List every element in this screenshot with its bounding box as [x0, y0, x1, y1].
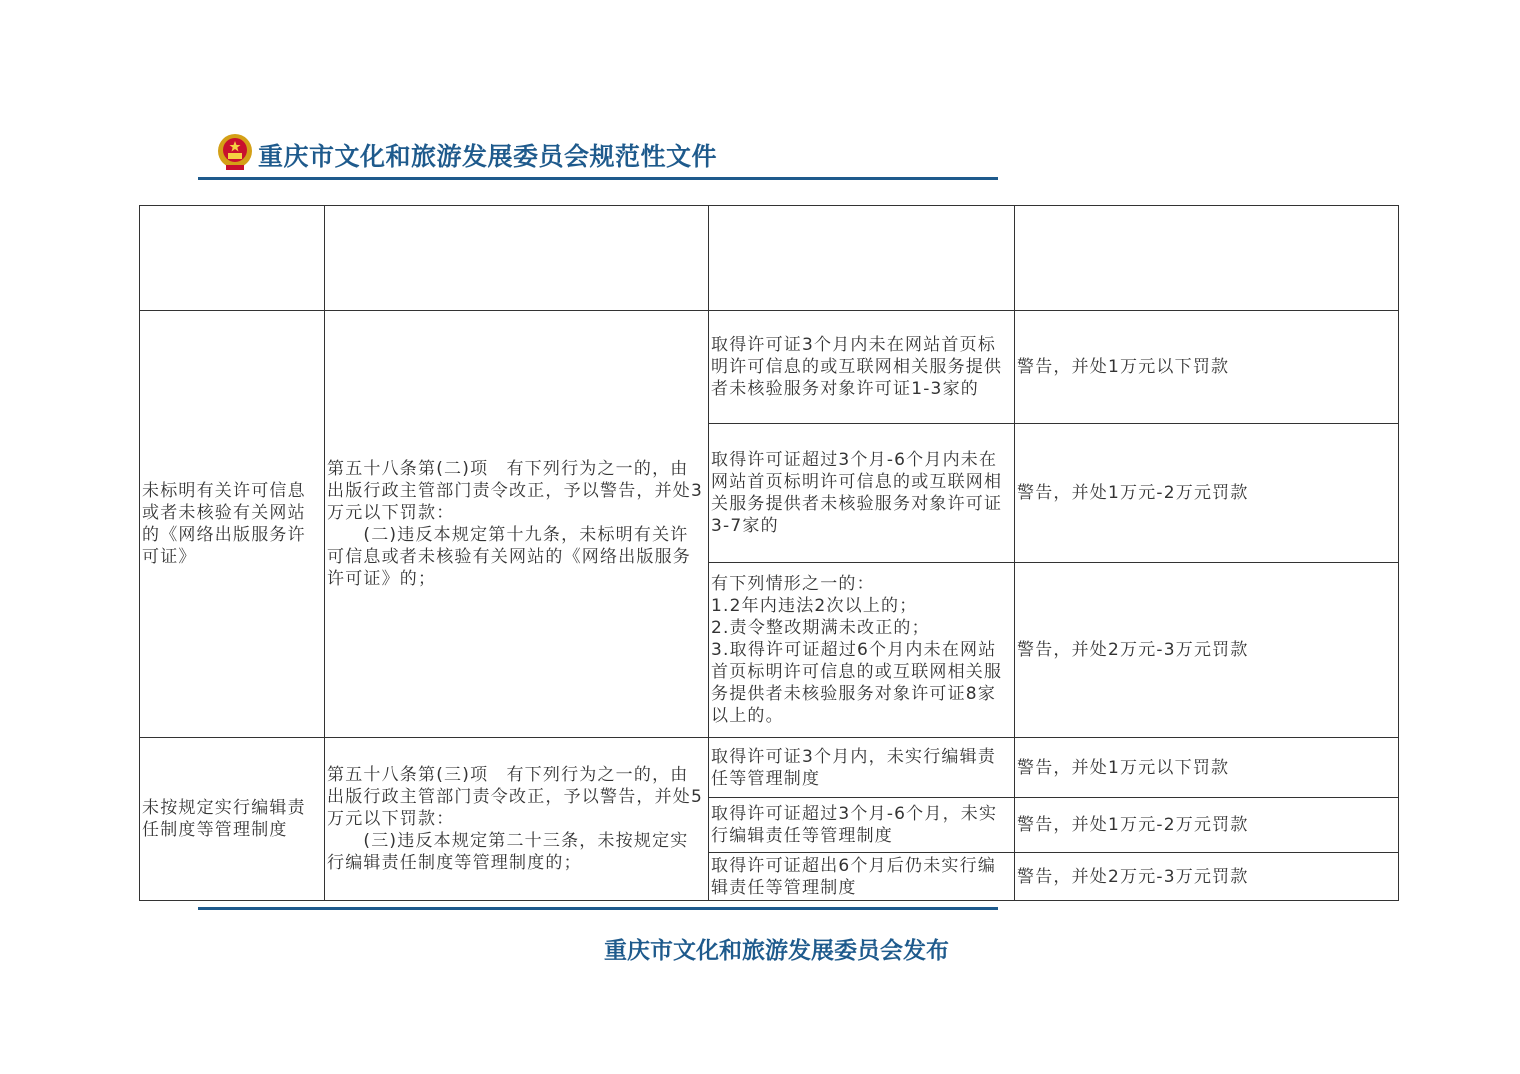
- circumstance-text: 取得许可证3个月内，未实行编辑责任等管理制度: [711, 746, 997, 789]
- circumstance-text: 取得许可证超过3个月-6个月，未实行编辑责任等管理制度: [711, 804, 998, 846]
- legal-basis-cell: [324, 310, 709, 738]
- penalty-cell: [1014, 310, 1399, 424]
- penalty-cell: [1014, 562, 1399, 738]
- circumstance-cell: [708, 562, 1015, 738]
- violation-behavior-text: 未按规定实行编辑责任制度等管理制度: [142, 798, 306, 840]
- circumstance-cell: [708, 852, 1015, 901]
- legal-basis-text: 第五十八条第(二)项 有下列行为之一的，由出版行政主管部门责令改正，予以警告，并处3万元以下罚款： (二)违反本规定第十九条，未标明有关许可信息或者未核验有关网站的《网络出版服务许可证》的；: [327, 459, 704, 589]
- penalty-text: 警告，并处2万元-3万元罚款: [1017, 640, 1249, 660]
- table-cell-blank: [324, 205, 709, 311]
- penalty-cell: [1014, 423, 1399, 563]
- penalty-text: 警告，并处1万元以下罚款: [1017, 357, 1230, 377]
- circumstance-cell: [708, 737, 1015, 798]
- penalty-cell: [1014, 737, 1399, 798]
- violation-behavior-text: 未标明有关许可信息或者未核验有关网站的《网络出版服务许可证》: [142, 481, 306, 567]
- circumstance-text: 取得许可证超出6个月后仍未实行编辑责任等管理制度: [711, 855, 997, 898]
- penalty-cell: [1014, 797, 1399, 853]
- table-cell-blank: [1014, 205, 1399, 311]
- national-emblem-icon: [216, 132, 254, 172]
- legal-basis-text: 第五十八条第(三)项 有下列行为之一的，由出版行政主管部门责令改正，予以警告，并处5万元以下罚款： (三)违反本规定第二十三条，未按规定实行编辑责任制度等管理制度的；: [327, 765, 704, 873]
- table-cell-blank: [708, 205, 1015, 311]
- document-footer-title: 重庆市文化和旅游发展委员会发布: [604, 937, 949, 964]
- header-divider: [198, 177, 998, 180]
- circumstance-text: 取得许可证3个月内未在网站首页标明许可信息的或互联网相关服务提供者未核验服务对象许可证1-3家的: [711, 335, 1003, 399]
- footer-divider: [198, 907, 998, 910]
- violation-behavior-cell: [139, 737, 325, 901]
- circumstance-cell: [708, 423, 1015, 563]
- circumstance-cell: [708, 797, 1015, 853]
- circumstance-cell: [708, 310, 1015, 424]
- penalty-text: 警告，并处1万元以下罚款: [1017, 757, 1230, 778]
- penalty-text: 警告，并处2万元-3万元罚款: [1017, 866, 1249, 887]
- penalty-text: 警告，并处1万元-2万元罚款: [1017, 483, 1249, 503]
- violation-behavior-cell: [139, 310, 325, 738]
- circumstance-text: 取得许可证超过3个月-6个月内未在网站首页标明许可信息的或互联网相关服务提供者未核验服务对象许可证3-7家的: [711, 450, 1003, 536]
- circumstance-text: 有下列情形之一的： 1.2年内违法2次以上的； 2.责令整改期满未改正的； 3.取得许可证超过6个月内未在网站首页标明许可信息的或互联网相关服务提供者未核验服务对象许可证8家以上的。: [711, 574, 1003, 726]
- penalty-cell: [1014, 852, 1399, 901]
- legal-basis-cell: [324, 737, 709, 901]
- document-header-title: 重庆市文化和旅游发展委员会规范性文件: [258, 142, 718, 171]
- table-cell-blank: [139, 205, 325, 311]
- penalty-text: 警告，并处1万元-2万元罚款: [1017, 815, 1249, 835]
